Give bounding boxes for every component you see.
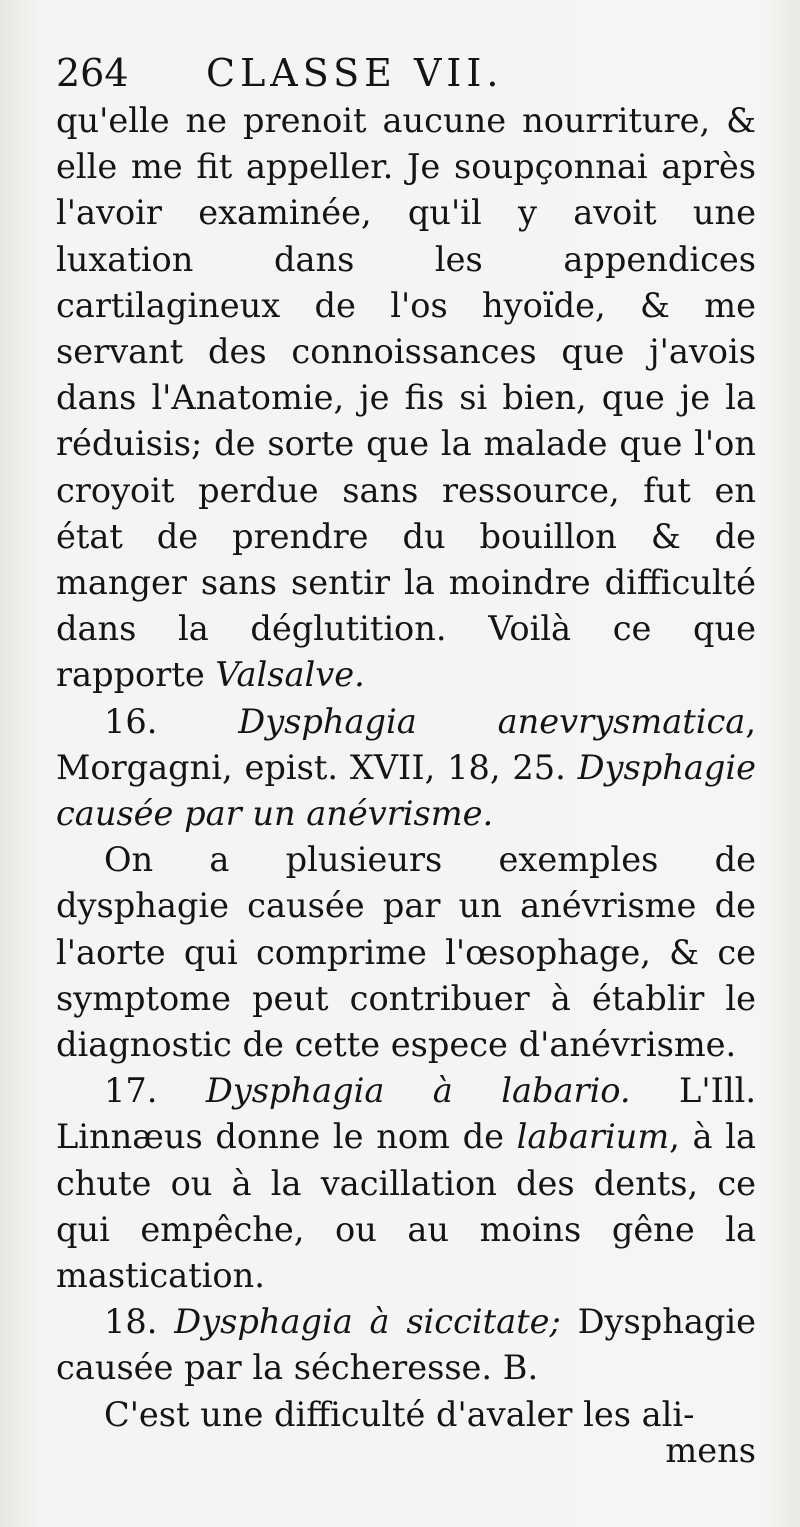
italic-run: Dysphagie causée par un anévrisme. [56, 747, 756, 834]
text-run: 17. [104, 1071, 206, 1111]
text-run: C'est une difficulté d'avaler les ali- [104, 1394, 695, 1434]
page-number: 264 [56, 51, 129, 95]
text-run: , à la chute ou à la vacillation des dents, ce qui empêche, ou au moins gêne la mastication. [56, 1117, 756, 1296]
running-head: CLASSE VII. [206, 51, 504, 95]
paragraph [56, 699, 756, 838]
text-run: Dysphagie causée par la sécheresse. B. [56, 1302, 757, 1388]
catchword: mens [665, 1431, 756, 1470]
text-run: 16. [104, 701, 239, 741]
italic-run: Valsalve. [215, 655, 365, 695]
italic-run: Dysphagia anevrysmatica [238, 701, 746, 741]
italic-run: Dysphagia à labario. [205, 1071, 631, 1111]
text-run: On a plusieurs exemples de dysphagie causée par un anévrisme de l'aorte qui comprime l'œsophage, & ce symptome peut contribuer à établir le diagnostic de cette espece d'anévrisme. [56, 840, 756, 1065]
paragraph [56, 1068, 756, 1299]
text-run: qu'elle ne prenoit aucune nourriture, & elle me fit appeller. Je soupçonnai après l'avoir examinée, qu'il y avoit une luxation dans les appendices cartilagineux de l'os hyoïde, & me servant des connoissances que j'avois dans l'Anatomie, je fis si bien, que je la réduisis; de sorte que la malade que l'on croyoit perdue sans ressource, fut en état de prendre du bouillon & de manger sans sentir la moindre difficulté dans la déglutition. Voilà ce que rapporte [56, 101, 756, 695]
page-header [56, 50, 756, 96]
paragraph [56, 1299, 756, 1391]
text-run: 18. [104, 1302, 175, 1342]
italic-run: labarium [516, 1117, 670, 1157]
italic-run: Dysphagia à siccitate; [174, 1302, 561, 1342]
paragraph [56, 1392, 756, 1438]
text-run: L'Ill. Linnæus donne le nom de [56, 1071, 756, 1157]
paragraph [56, 837, 756, 1068]
body-text [56, 98, 756, 1438]
paragraph [56, 98, 756, 699]
text-run: , Morgagni, epist. XVII, 18, 25. [56, 701, 757, 787]
